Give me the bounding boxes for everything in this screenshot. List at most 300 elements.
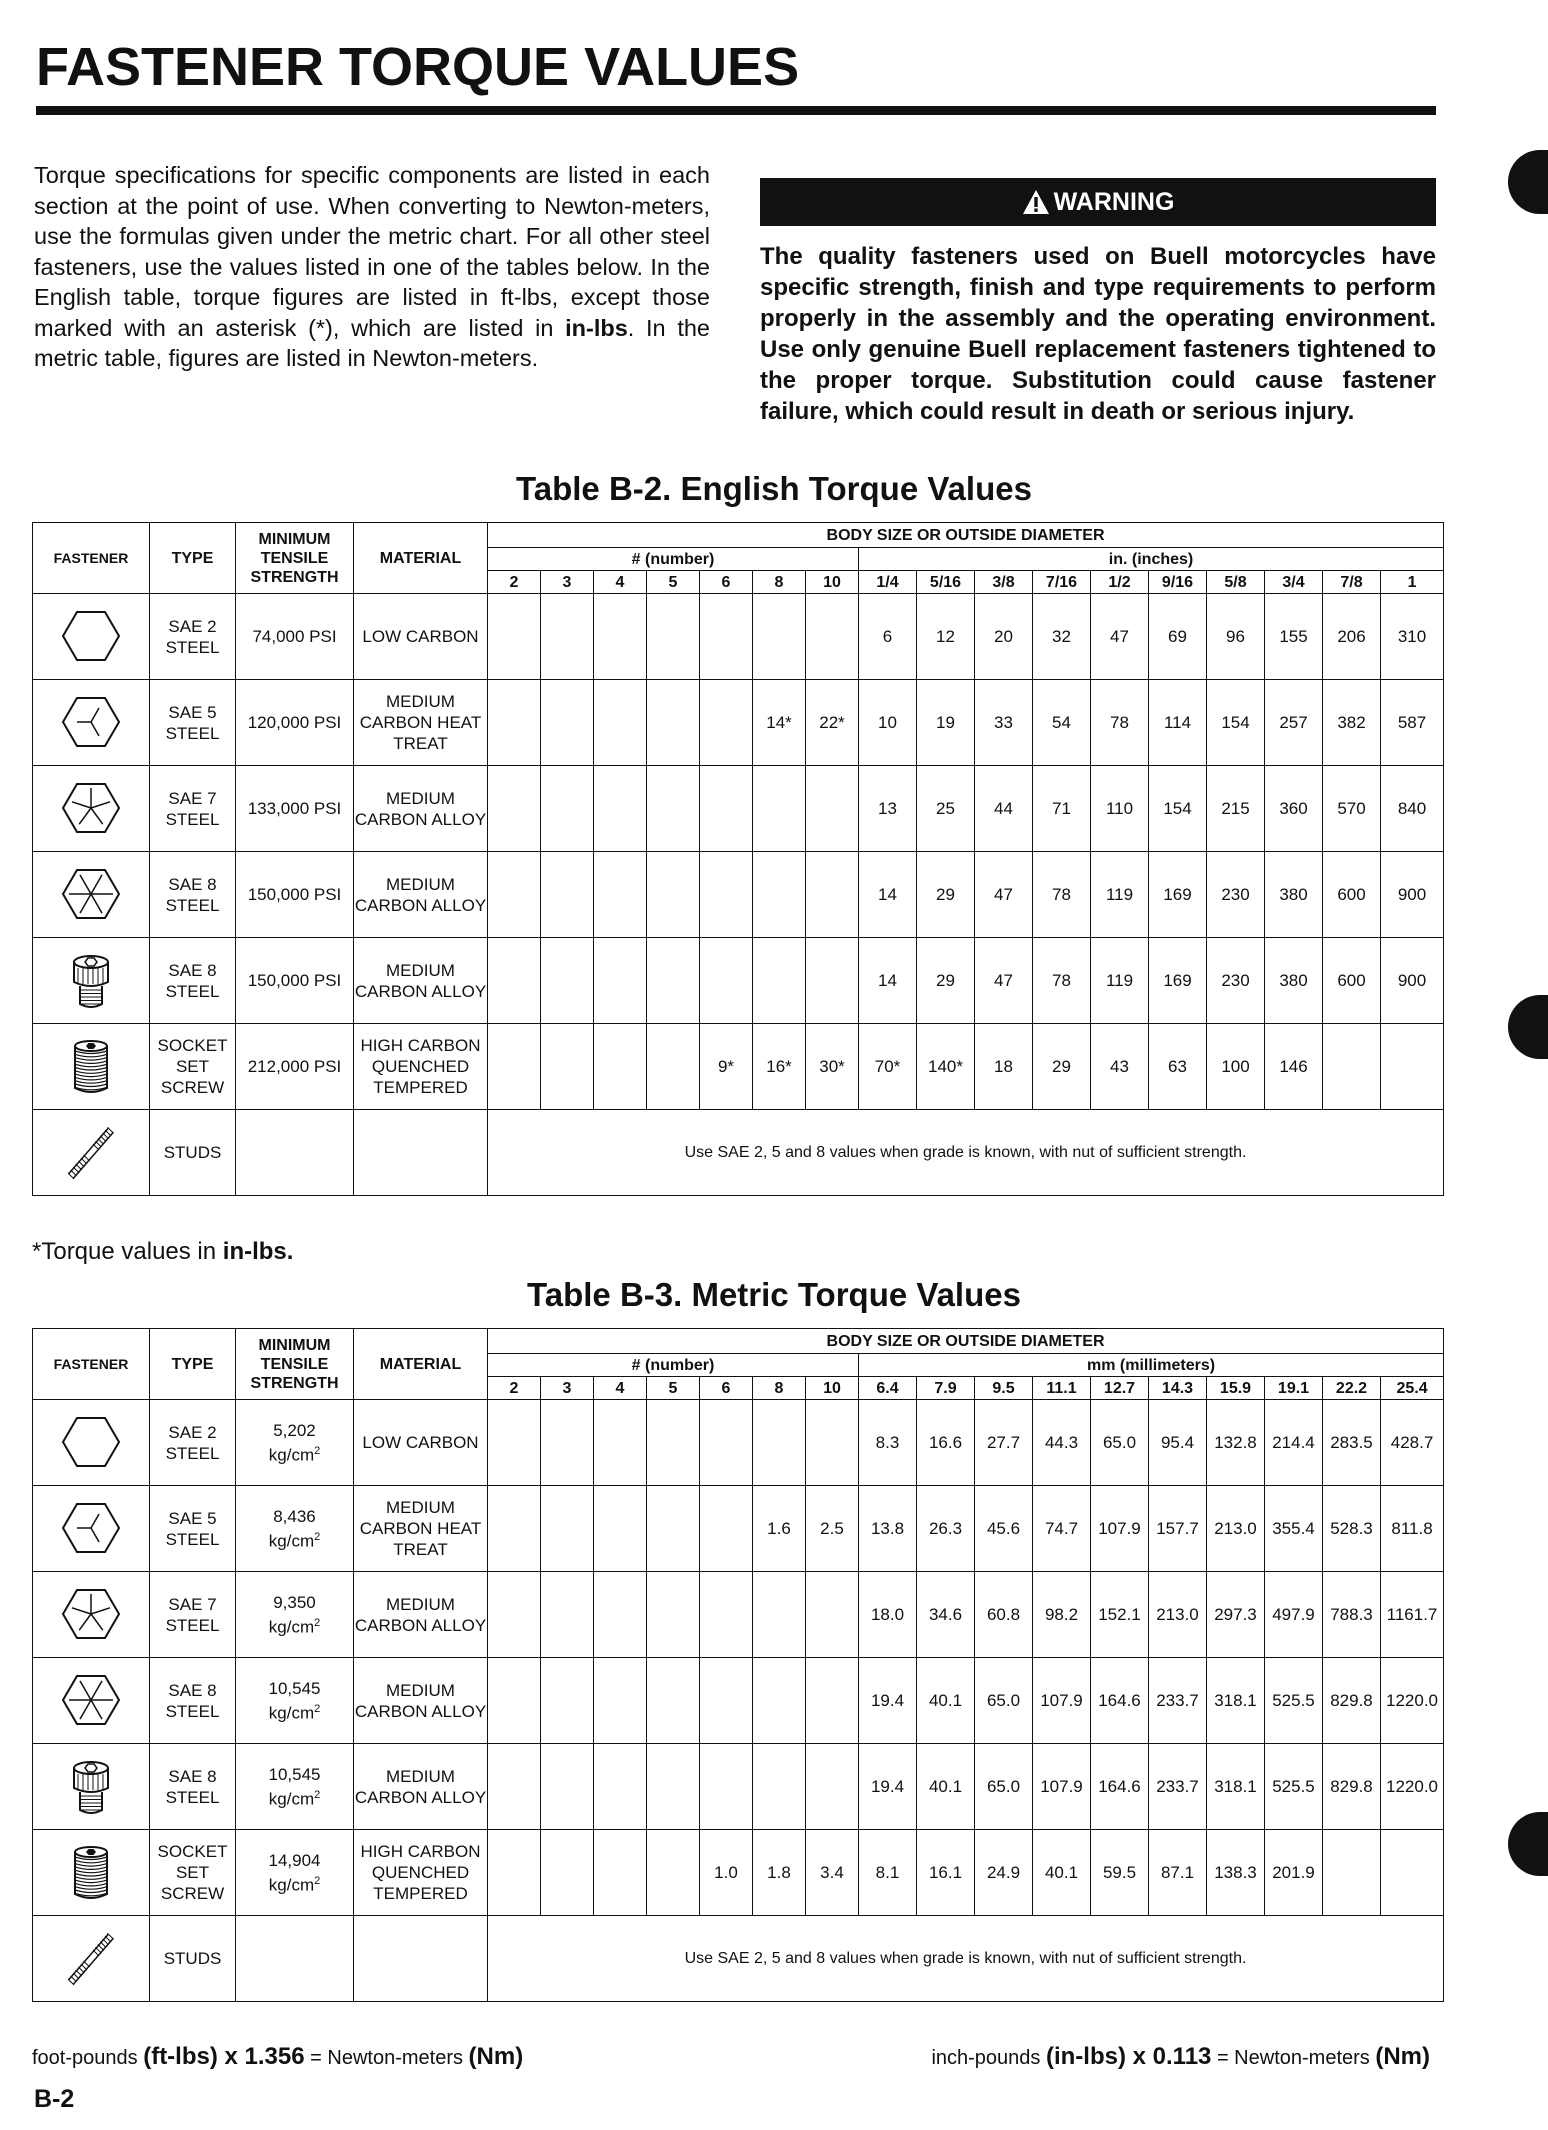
strength-value: 9,350 (273, 1592, 316, 1612)
torque-value-cell: 600 (1323, 852, 1381, 938)
header-number: # (number) (488, 548, 859, 571)
torque-value-cell: 40.1 (1033, 1830, 1091, 1916)
table-row (33, 852, 1444, 938)
torque-value-cell (647, 680, 700, 766)
torque-value-cell: 10 (859, 680, 917, 766)
torque-value-cell: 107.9 (1033, 1744, 1091, 1830)
torque-value-cell (806, 938, 859, 1024)
intro-text-1: Torque specifications for specific components are listed in each section at the point of use. When converting to Newton-meters, use the formulas given under the metric chart. For all other steel fasteners, use the values listed in one of the tables below. In the English table, torque figures are listed in ft-lbs, except those marked with an asterisk (*), which are listed in (34, 162, 710, 341)
size-header: 11.1 (1033, 1377, 1091, 1400)
torque-value-cell: 44 (975, 766, 1033, 852)
page-number: B-2 (34, 2085, 75, 2113)
torque-value-cell: 788.3 (1323, 1572, 1381, 1658)
torque-value-cell (647, 1400, 700, 1486)
torque-value-cell (700, 852, 753, 938)
socket-head-cap-screw-icon (33, 938, 150, 1024)
strength-value: 10,545 (268, 1764, 321, 1784)
torque-value-cell (700, 594, 753, 680)
strength-cell: 212,000 PSI (236, 1024, 354, 1110)
torque-value-cell: 69 (1149, 594, 1207, 680)
torque-value-cell: 30* (806, 1024, 859, 1110)
torque-value-cell: 60.8 (975, 1572, 1033, 1658)
torque-value-cell: 63 (1149, 1024, 1207, 1110)
strength-unit: kg/cm (268, 1617, 315, 1637)
torque-value-cell: 215 (1207, 766, 1265, 852)
torque-value-cell (488, 680, 541, 766)
torque-value-cell: 78 (1033, 852, 1091, 938)
torque-value-cell: 32 (1033, 594, 1091, 680)
header-material: MATERIAL (354, 523, 488, 594)
torque-value-cell: 33 (975, 680, 1033, 766)
hex-head-5-lines-icon (33, 1572, 150, 1658)
torque-value-cell (488, 938, 541, 1024)
warning-body: The quality fasteners used on Buell motorcycles have specific strength, finish and type requirements to perform properly in the assembly and the operating environment. Use only genuine Buell replacement fasteners tightened to the proper torque. Substitution could cause fastener failure, which could result in death or serious injury. (760, 243, 1436, 425)
torque-value-cell (753, 594, 806, 680)
type-cell: STUDS (150, 1916, 236, 2002)
binder-tab-mark (1508, 995, 1548, 1059)
material-cell: MEDIUM CARBON ALLOY (354, 1744, 488, 1830)
torque-value-cell: 497.9 (1265, 1572, 1323, 1658)
torque-value-cell (753, 852, 806, 938)
footnote (32, 1238, 293, 1266)
torque-value-cell: 132.8 (1207, 1400, 1265, 1486)
torque-value-cell: 570 (1323, 766, 1381, 852)
torque-value-cell: 310 (1381, 594, 1444, 680)
table-row (33, 938, 1444, 1024)
hex-head-5-lines-icon (33, 766, 150, 852)
torque-value-cell: 16* (753, 1024, 806, 1110)
torque-value-cell (1381, 1830, 1444, 1916)
torque-value-cell (488, 594, 541, 680)
stud-icon (33, 1916, 150, 2002)
warning-triangle-icon (1022, 189, 1050, 215)
torque-value-cell (594, 594, 647, 680)
material-cell: LOW CARBON (354, 594, 488, 680)
formula-left-mid: = Newton-meters (304, 2047, 469, 2069)
torque-value-cell: 355.4 (1265, 1486, 1323, 1572)
size-header: 4 (594, 1377, 647, 1400)
torque-value-cell (594, 1744, 647, 1830)
torque-value-cell: 169 (1149, 938, 1207, 1024)
torque-value-cell (594, 852, 647, 938)
formula-ft-lbs (32, 2043, 523, 2071)
metric-torque-table (32, 1328, 1444, 2002)
type-cell: SAE 2 STEEL (150, 1400, 236, 1486)
torque-value-cell (1381, 1024, 1444, 1110)
strength-value: 14,904 (268, 1850, 321, 1870)
torque-value-cell (753, 1572, 806, 1658)
torque-value-cell: 18.0 (859, 1572, 917, 1658)
torque-value-cell: 382 (1323, 680, 1381, 766)
torque-value-cell (753, 766, 806, 852)
strength-cell (236, 1486, 354, 1572)
torque-value-cell: 201.9 (1265, 1830, 1323, 1916)
torque-value-cell (488, 1658, 541, 1744)
torque-value-cell: 19 (917, 680, 975, 766)
torque-value-cell: 157.7 (1149, 1486, 1207, 1572)
torque-value-cell: 47 (1091, 594, 1149, 680)
hex-head-6-lines-icon (33, 852, 150, 938)
type-cell: SAE 5 STEEL (150, 680, 236, 766)
torque-value-cell: 107.9 (1091, 1486, 1149, 1572)
type-cell: SOCKET SET SCREW (150, 1830, 236, 1916)
material-cell: MEDIUM CARBON ALLOY (354, 852, 488, 938)
header-min-tensile: MINIMUM TENSILE STRENGTH (236, 523, 354, 594)
torque-value-cell (700, 1572, 753, 1658)
type-cell: SOCKET SET SCREW (150, 1024, 236, 1110)
torque-value-cell (488, 766, 541, 852)
torque-value-cell: 65.0 (975, 1744, 1033, 1830)
torque-value-cell: 318.1 (1207, 1658, 1265, 1744)
torque-value-cell (541, 1744, 594, 1830)
torque-value-cell: 119 (1091, 852, 1149, 938)
torque-value-cell (488, 1744, 541, 1830)
torque-value-cell: 840 (1381, 766, 1444, 852)
torque-value-cell (700, 680, 753, 766)
size-header: 3/8 (975, 571, 1033, 594)
binder-tab-mark (1508, 1812, 1548, 1876)
torque-value-cell (1323, 1024, 1381, 1110)
hex-head-icon (33, 1400, 150, 1486)
header-min-tensile: MINIMUM TENSILE STRENGTH (236, 1329, 354, 1400)
studs-note: Use SAE 2, 5 and 8 values when grade is known, with nut of sufficient strength. (488, 1110, 1444, 1196)
torque-value-cell (541, 1830, 594, 1916)
strength-cell-empty (236, 1916, 354, 2002)
size-header: 4 (594, 571, 647, 594)
torque-value-cell: 6 (859, 594, 917, 680)
torque-value-cell: 19.4 (859, 1744, 917, 1830)
table-row-studs (33, 1916, 1444, 2002)
size-header: 15.9 (1207, 1377, 1265, 1400)
torque-value-cell: 110 (1091, 766, 1149, 852)
size-header: 5 (647, 1377, 700, 1400)
header-type: TYPE (150, 523, 236, 594)
torque-value-cell: 29 (917, 938, 975, 1024)
header-body-size: BODY SIZE OR OUTSIDE DIAMETER (488, 523, 1444, 548)
formula-left-bold-2: (Nm) (468, 2043, 524, 2070)
header-fastener: FASTENER (33, 523, 150, 594)
torque-value-cell (541, 1486, 594, 1572)
header-body-size: BODY SIZE OR OUTSIDE DIAMETER (488, 1329, 1444, 1354)
torque-value-cell (806, 1744, 859, 1830)
torque-value-cell: 100 (1207, 1024, 1265, 1110)
formula-left-bold-1: (ft-lbs) x 1.356 (143, 2043, 305, 2070)
torque-value-cell: 18 (975, 1024, 1033, 1110)
torque-value-cell: 45.6 (975, 1486, 1033, 1572)
formula-left-pre: foot-pounds (32, 2047, 144, 2069)
strength-unit-sup: 2 (314, 1874, 321, 1887)
type-cell: SAE 8 STEEL (150, 1658, 236, 1744)
torque-value-cell: 1.0 (700, 1830, 753, 1916)
strength-unit-sup: 2 (314, 1702, 321, 1715)
strength-unit: kg/cm (268, 1445, 315, 1465)
stud-icon (33, 1110, 150, 1196)
header-number: # (number) (488, 1354, 859, 1377)
torque-value-cell: 19.4 (859, 1658, 917, 1744)
torque-value-cell: 213.0 (1149, 1572, 1207, 1658)
torque-value-cell: 297.3 (1207, 1572, 1265, 1658)
torque-value-cell: 44.3 (1033, 1400, 1091, 1486)
torque-value-cell: 206 (1323, 594, 1381, 680)
torque-value-cell (594, 1658, 647, 1744)
torque-value-cell: 811.8 (1381, 1486, 1444, 1572)
torque-value-cell (647, 938, 700, 1024)
torque-value-cell: 1.6 (753, 1486, 806, 1572)
warning-header (760, 178, 1436, 226)
strength-cell: 74,000 PSI (236, 594, 354, 680)
torque-value-cell: 20 (975, 594, 1033, 680)
torque-value-cell: 138.3 (1207, 1830, 1265, 1916)
torque-value-cell: 283.5 (1323, 1400, 1381, 1486)
torque-value-cell: 65.0 (975, 1658, 1033, 1744)
torque-value-cell: 8.3 (859, 1400, 917, 1486)
size-header: 8 (753, 1377, 806, 1400)
torque-value-cell (806, 766, 859, 852)
torque-value-cell (594, 1024, 647, 1110)
torque-value-cell: 14 (859, 852, 917, 938)
torque-value-cell (1323, 1830, 1381, 1916)
formula-right-mid: = Newton-meters (1211, 2047, 1376, 2069)
torque-value-cell (806, 852, 859, 938)
torque-value-cell: 96 (1207, 594, 1265, 680)
torque-value-cell (594, 1400, 647, 1486)
torque-value-cell: 3.4 (806, 1830, 859, 1916)
size-header: 9.5 (975, 1377, 1033, 1400)
header-material: MATERIAL (354, 1329, 488, 1400)
torque-value-cell: 900 (1381, 852, 1444, 938)
torque-value-cell: 40.1 (917, 1658, 975, 1744)
material-cell: MEDIUM CARBON ALLOY (354, 766, 488, 852)
torque-value-cell: 2.5 (806, 1486, 859, 1572)
size-header: 2 (488, 1377, 541, 1400)
size-header: 7/8 (1323, 571, 1381, 594)
torque-value-cell: 233.7 (1149, 1744, 1207, 1830)
torque-value-cell: 230 (1207, 938, 1265, 1024)
torque-value-cell (647, 1744, 700, 1830)
torque-value-cell: 428.7 (1381, 1400, 1444, 1486)
torque-value-cell: 13.8 (859, 1486, 917, 1572)
torque-value-cell: 525.5 (1265, 1744, 1323, 1830)
torque-value-cell: 380 (1265, 852, 1323, 938)
strength-value: 8,436 (273, 1506, 316, 1526)
strength-cell-empty (236, 1110, 354, 1196)
torque-value-cell: 71 (1033, 766, 1091, 852)
socket-set-screw-icon (33, 1830, 150, 1916)
size-header: 7/16 (1033, 571, 1091, 594)
footnote-text: *Torque values in (32, 1238, 223, 1265)
table-row (33, 1658, 1444, 1744)
torque-value-cell: 29 (1033, 1024, 1091, 1110)
intro-paragraph (34, 160, 710, 374)
torque-value-cell (647, 1572, 700, 1658)
torque-value-cell (541, 680, 594, 766)
strength-cell: 133,000 PSI (236, 766, 354, 852)
torque-value-cell: 95.4 (1149, 1400, 1207, 1486)
torque-value-cell: 70* (859, 1024, 917, 1110)
formula-right-pre: inch-pounds (931, 2047, 1046, 2069)
torque-value-cell: 829.8 (1323, 1658, 1381, 1744)
table-row (33, 1486, 1444, 1572)
torque-value-cell (753, 1658, 806, 1744)
type-cell: SAE 8 STEEL (150, 1744, 236, 1830)
material-cell: MEDIUM CARBON ALLOY (354, 1658, 488, 1744)
torque-value-cell (594, 1486, 647, 1572)
torque-value-cell (647, 1830, 700, 1916)
strength-unit-sup: 2 (314, 1788, 321, 1801)
size-header: 6 (700, 571, 753, 594)
torque-value-cell: 1220.0 (1381, 1744, 1444, 1830)
size-header: 22.2 (1323, 1377, 1381, 1400)
torque-value-cell: 40.1 (917, 1744, 975, 1830)
hex-head-3-lines-icon (33, 680, 150, 766)
strength-cell (236, 1744, 354, 1830)
strength-value: 5,202 (273, 1420, 316, 1440)
strength-value: 10,545 (268, 1678, 321, 1698)
header-unit: mm (millimeters) (859, 1354, 1444, 1377)
table-row (33, 1024, 1444, 1110)
type-cell: SAE 7 STEEL (150, 766, 236, 852)
torque-value-cell: 829.8 (1323, 1744, 1381, 1830)
torque-value-cell: 1.8 (753, 1830, 806, 1916)
torque-value-cell (700, 1658, 753, 1744)
torque-value-cell (700, 1400, 753, 1486)
torque-value-cell (541, 1658, 594, 1744)
strength-unit: kg/cm (268, 1789, 315, 1809)
hex-head-icon (33, 594, 150, 680)
torque-value-cell: 154 (1149, 766, 1207, 852)
size-header: 9/16 (1149, 571, 1207, 594)
torque-value-cell: 152.1 (1091, 1572, 1149, 1658)
torque-value-cell (488, 1486, 541, 1572)
torque-value-cell (541, 1024, 594, 1110)
english-torque-table (32, 522, 1444, 1196)
size-header: 14.3 (1149, 1377, 1207, 1400)
binder-tab-mark (1508, 150, 1548, 214)
material-cell: HIGH CARBON QUENCHED TEMPERED (354, 1830, 488, 1916)
torque-value-cell: 1161.7 (1381, 1572, 1444, 1658)
torque-value-cell (594, 766, 647, 852)
hex-head-6-lines-icon (33, 1658, 150, 1744)
torque-value-cell (594, 1572, 647, 1658)
strength-cell (236, 1400, 354, 1486)
torque-value-cell: 14 (859, 938, 917, 1024)
torque-value-cell: 528.3 (1323, 1486, 1381, 1572)
strength-cell: 120,000 PSI (236, 680, 354, 766)
torque-value-cell (700, 766, 753, 852)
studs-note: Use SAE 2, 5 and 8 values when grade is known, with nut of sufficient strength. (488, 1916, 1444, 2002)
torque-value-cell (488, 1830, 541, 1916)
torque-value-cell: 27.7 (975, 1400, 1033, 1486)
type-cell: STUDS (150, 1110, 236, 1196)
table-row-studs (33, 1110, 1444, 1196)
size-header: 1 (1381, 571, 1444, 594)
intro-text-2: . In the metric table, figures are listed in Newton-meters. (34, 314, 711, 371)
torque-value-cell (806, 594, 859, 680)
type-cell: SAE 7 STEEL (150, 1572, 236, 1658)
torque-value-cell (806, 1572, 859, 1658)
size-header: 5/16 (917, 571, 975, 594)
torque-value-cell: 360 (1265, 766, 1323, 852)
torque-value-cell: 164.6 (1091, 1744, 1149, 1830)
torque-value-cell: 318.1 (1207, 1744, 1265, 1830)
type-cell: SAE 8 STEEL (150, 852, 236, 938)
torque-value-cell: 87.1 (1149, 1830, 1207, 1916)
strength-unit-sup: 2 (314, 1444, 321, 1457)
material-cell-empty (354, 1110, 488, 1196)
torque-value-cell: 13 (859, 766, 917, 852)
torque-value-cell: 140* (917, 1024, 975, 1110)
torque-value-cell (594, 680, 647, 766)
torque-value-cell: 154 (1207, 680, 1265, 766)
size-header: 1/2 (1091, 571, 1149, 594)
header-fastener: FASTENER (33, 1329, 150, 1400)
page-title: FASTENER TORQUE VALUES (36, 37, 800, 97)
torque-value-cell (806, 1400, 859, 1486)
torque-value-cell: 59.5 (1091, 1830, 1149, 1916)
torque-value-cell: 233.7 (1149, 1658, 1207, 1744)
formula-right-bold-2: (Nm) (1375, 2043, 1430, 2070)
size-header: 6 (700, 1377, 753, 1400)
metric-table-title: Table B-3. Metric Torque Values (527, 1276, 1021, 1313)
title-rule (36, 106, 1436, 115)
torque-value-cell: 900 (1381, 938, 1444, 1024)
torque-value-cell: 9* (700, 1024, 753, 1110)
intro-bold-unit: in-lbs (565, 314, 628, 341)
torque-value-cell: 74.7 (1033, 1486, 1091, 1572)
table-row (33, 594, 1444, 680)
torque-value-cell: 164.6 (1091, 1658, 1149, 1744)
torque-value-cell (594, 938, 647, 1024)
torque-value-cell (647, 1658, 700, 1744)
torque-value-cell: 155 (1265, 594, 1323, 680)
table-row (33, 766, 1444, 852)
torque-value-cell: 600 (1323, 938, 1381, 1024)
torque-value-cell (488, 1024, 541, 1110)
torque-value-cell: 12 (917, 594, 975, 680)
type-cell: SAE 5 STEEL (150, 1486, 236, 1572)
torque-value-cell: 26.3 (917, 1486, 975, 1572)
torque-value-cell: 214.4 (1265, 1400, 1323, 1486)
size-header: 5/8 (1207, 571, 1265, 594)
torque-value-cell: 47 (975, 852, 1033, 938)
torque-value-cell (647, 852, 700, 938)
torque-value-cell (700, 1744, 753, 1830)
torque-value-cell (541, 938, 594, 1024)
torque-value-cell: 213.0 (1207, 1486, 1265, 1572)
material-cell: MEDIUM CARBON HEAT TREAT (354, 1486, 488, 1572)
torque-value-cell (806, 1658, 859, 1744)
table-row (33, 1744, 1444, 1830)
torque-value-cell (700, 1486, 753, 1572)
material-cell: HIGH CARBON QUENCHED TEMPERED (354, 1024, 488, 1110)
torque-value-cell (488, 1400, 541, 1486)
torque-value-cell (647, 1024, 700, 1110)
material-cell: MEDIUM CARBON ALLOY (354, 1572, 488, 1658)
torque-value-cell: 22* (806, 680, 859, 766)
torque-value-cell: 169 (1149, 852, 1207, 938)
strength-unit: kg/cm (268, 1875, 315, 1895)
torque-value-cell (753, 1400, 806, 1486)
torque-value-cell: 257 (1265, 680, 1323, 766)
hex-head-3-lines-icon (33, 1486, 150, 1572)
torque-value-cell: 119 (1091, 938, 1149, 1024)
strength-unit: kg/cm (268, 1531, 315, 1551)
torque-value-cell (647, 1486, 700, 1572)
torque-value-cell (541, 1572, 594, 1658)
size-header: 10 (806, 1377, 859, 1400)
torque-value-cell (700, 938, 753, 1024)
torque-value-cell (488, 1572, 541, 1658)
